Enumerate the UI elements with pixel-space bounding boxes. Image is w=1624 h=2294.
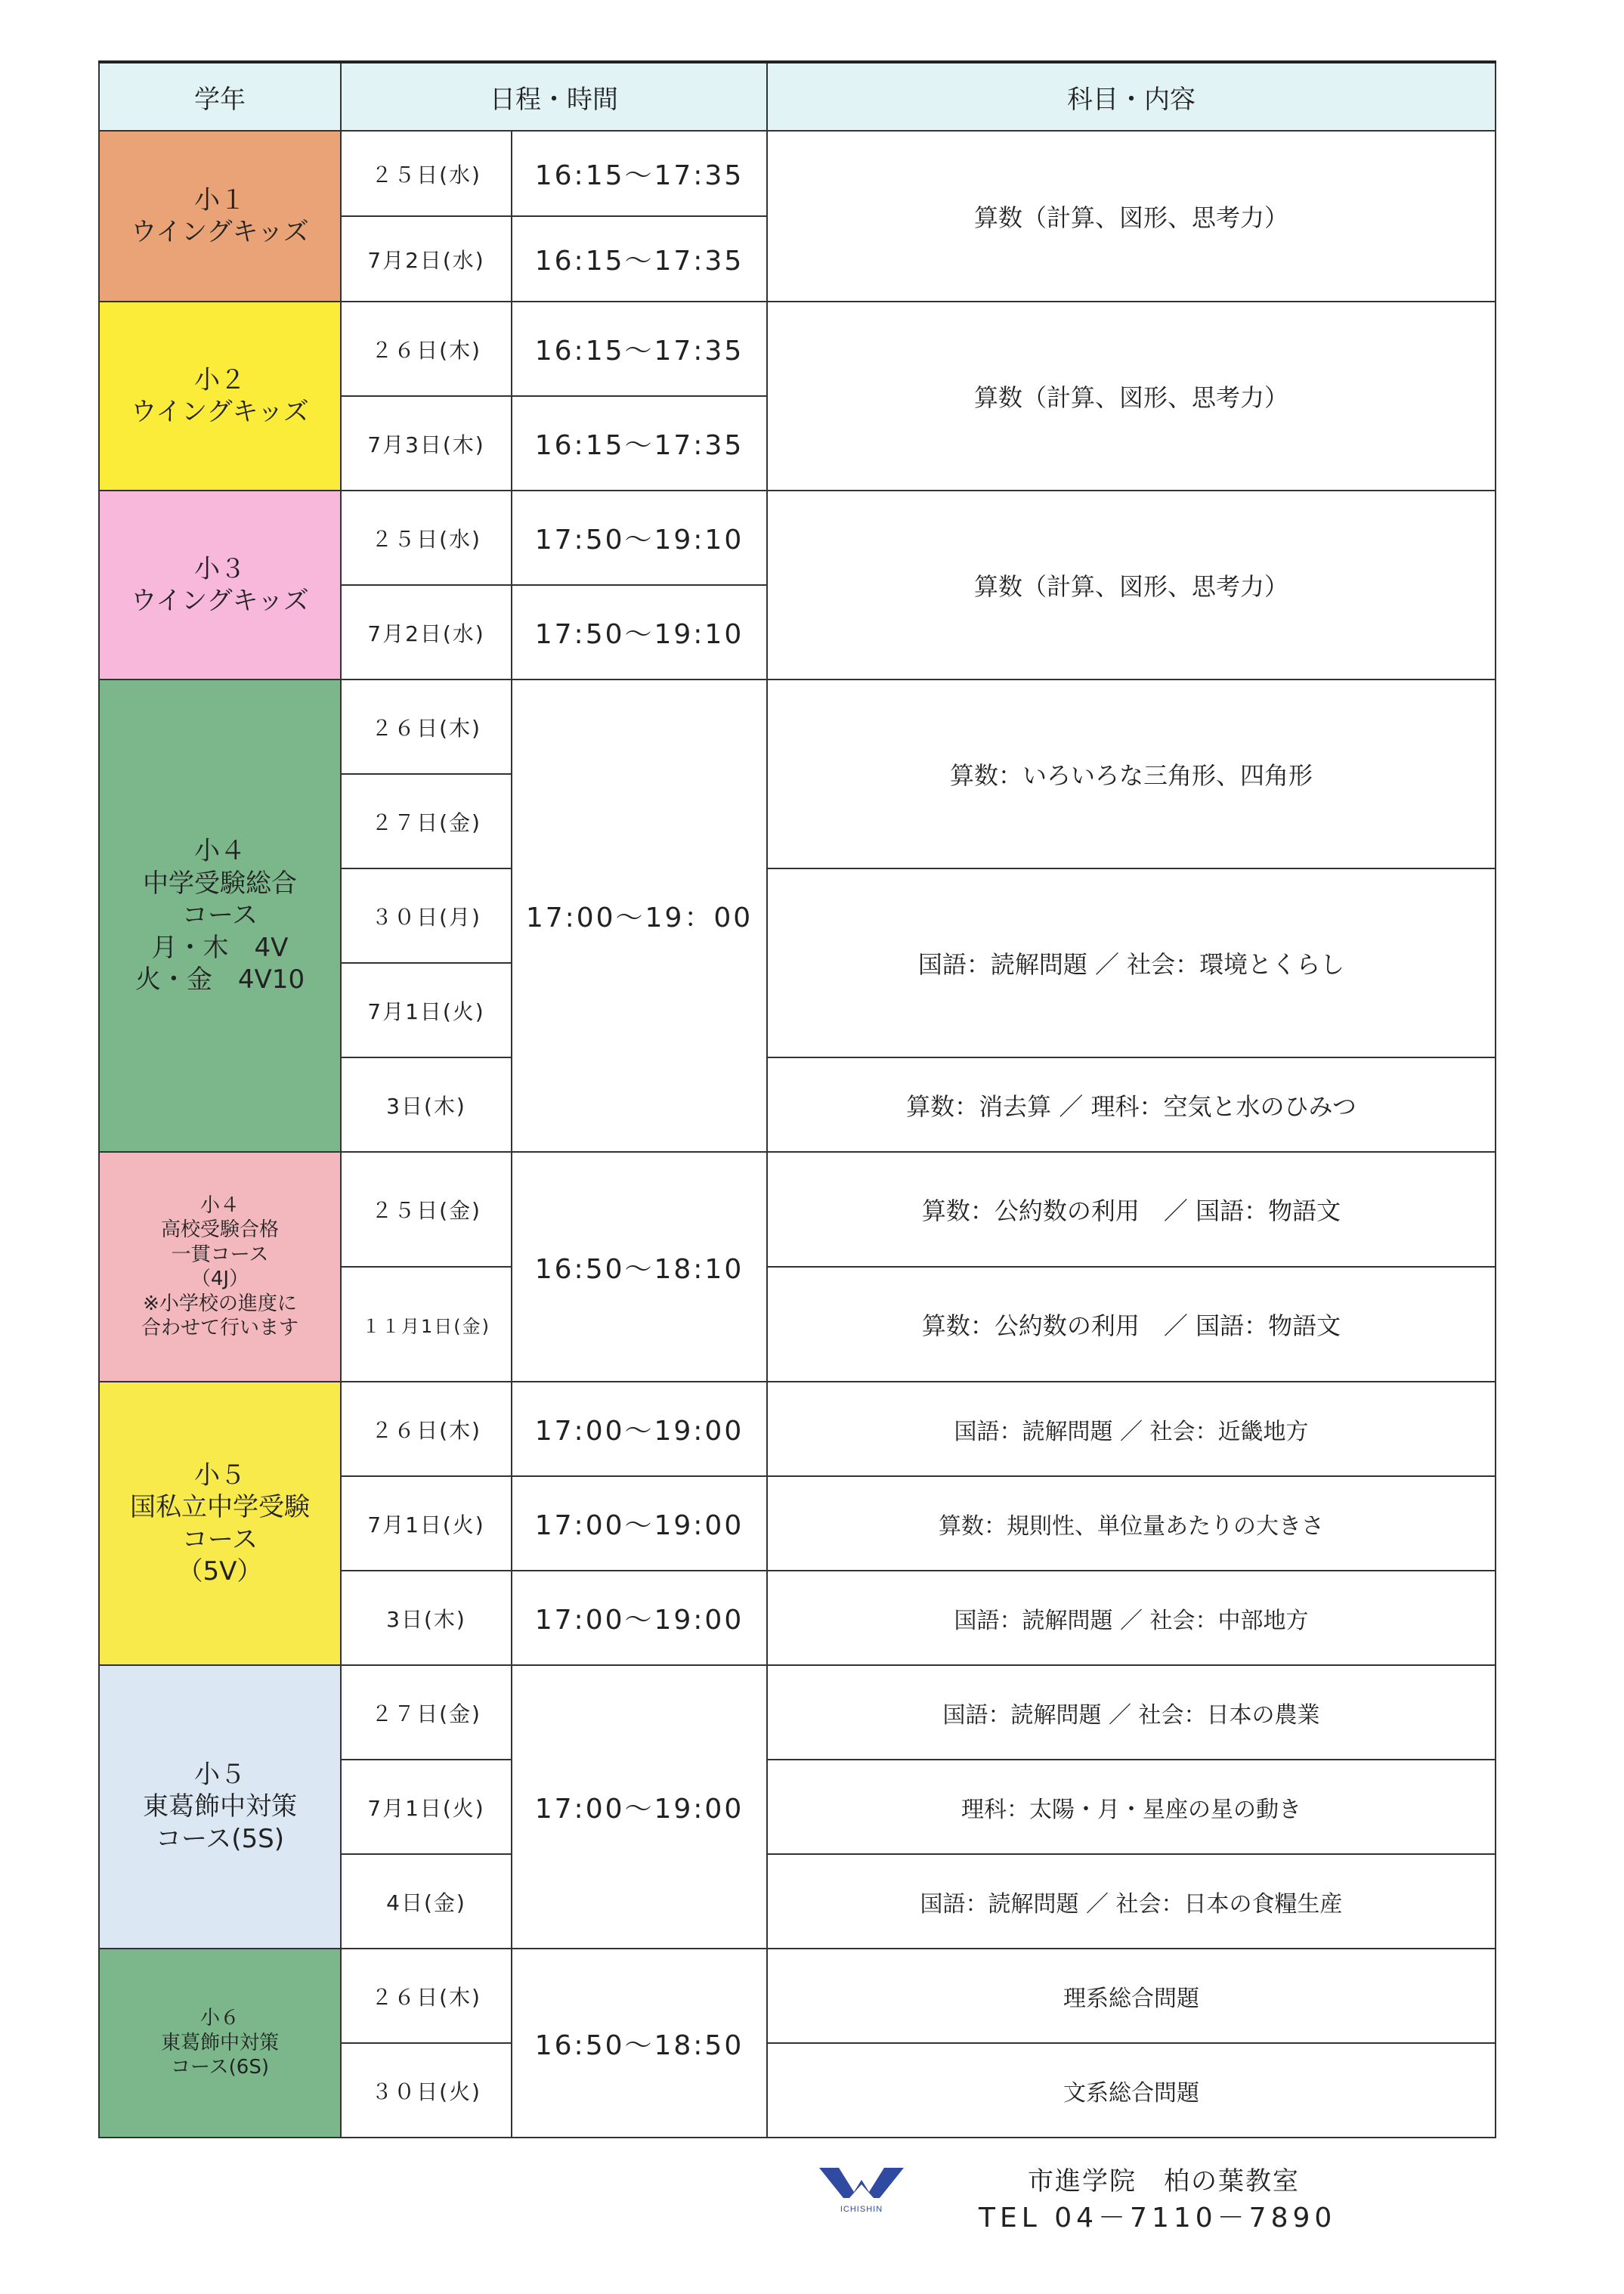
time-cell: 16:15～17:35 — [512, 216, 767, 302]
date-cell: 7月1日(火) — [341, 963, 512, 1057]
content-cell: 文系総合問題 — [767, 2043, 1496, 2138]
date-cell: ２７日(金) — [341, 774, 512, 868]
date-cell: ２６日(木) — [341, 1949, 512, 2043]
date-cell: 7月2日(水) — [341, 216, 512, 302]
date-cell: 7月1日(火) — [341, 1760, 512, 1854]
date-cell: ２５日(水) — [341, 131, 512, 216]
content-cell: 国語：読解問題 ／ 社会：日本の食糧生産 — [767, 1854, 1496, 1949]
date-cell: ２６日(木) — [341, 302, 512, 396]
content-cell: 国語：読解問題 ／ 社会：環境とくらし — [767, 868, 1496, 1057]
date-cell: 3日(木) — [341, 1571, 512, 1665]
date-cell: 7月2日(水) — [341, 585, 512, 680]
grade-cell-g2: 小２ ウイングキッズ — [99, 302, 341, 491]
date-cell: 7月1日(火) — [341, 1476, 512, 1571]
grade-cell-g5s: 小５ 東葛飾中対策 コース(5S) — [99, 1665, 341, 1949]
content-cell: 算数：規則性、単位量あたりの大きさ — [767, 1476, 1496, 1571]
time-cell: 17:00～19:00 — [512, 1571, 767, 1665]
time-cell: 17:00～19：00 — [512, 680, 767, 1152]
header-schedule: 日程・時間 — [341, 62, 767, 131]
content-cell: 算数：消去算 ／ 理科：空気と水のひみつ — [767, 1057, 1496, 1152]
content-cell: 理系総合問題 — [767, 1949, 1496, 2043]
time-cell: 16:50～18:10 — [512, 1152, 767, 1382]
time-cell: 17:00～19:00 — [512, 1382, 767, 1476]
content-cell: 算数：公約数の利用 ／ 国語：物語文 — [767, 1267, 1496, 1382]
date-cell: ２６日(木) — [341, 680, 512, 774]
ichishin-logo — [816, 2163, 907, 2216]
time-cell: 17:00～19:00 — [512, 1476, 767, 1571]
date-cell: ２５日(水) — [341, 491, 512, 585]
time-cell: 16:15～17:35 — [512, 302, 767, 396]
date-cell: 3日(木) — [341, 1057, 512, 1152]
time-cell: 16:50～18:50 — [512, 1949, 767, 2138]
grade-cell-g5: 小５ 国私立中学受験 コース （5V） — [99, 1382, 341, 1665]
date-cell: 7月3日(木) — [341, 396, 512, 491]
school-tel: TEL 04－7110－7890 — [979, 2203, 1337, 2234]
content-cell: 国語：読解問題 ／ 社会：日本の農業 — [767, 1665, 1496, 1760]
time-cell: 17:00～19:00 — [512, 1665, 767, 1949]
date-cell: ２６日(木) — [341, 1382, 512, 1476]
date-cell: ２５日(金) — [341, 1152, 512, 1267]
grade-cell-g3: 小３ ウイングキッズ — [99, 491, 341, 680]
date-cell: ２７日(金) — [341, 1665, 512, 1760]
grade-cell-g1: 小１ ウイングキッズ — [99, 131, 341, 302]
header-grade: 学年 — [99, 62, 341, 131]
date-cell: 4日(金) — [341, 1854, 512, 1949]
time-cell: 16:15～17:35 — [512, 131, 767, 216]
logo-text: ICHISHIN — [840, 2205, 883, 2214]
content-cell: 算数：公約数の利用 ／ 国語：物語文 — [767, 1152, 1496, 1267]
content-cell: 国語：読解問題 ／ 社会：近畿地方 — [767, 1382, 1496, 1476]
content-cell: 理科：太陽・月・星座の星の動き — [767, 1760, 1496, 1854]
ichishin-logo-mark — [816, 2163, 907, 2216]
date-cell: １１月1日(金) — [341, 1267, 512, 1382]
content-cell: 算数（計算、図形、思考力） — [767, 131, 1496, 302]
schedule-table — [98, 60, 1496, 2138]
date-cell: ３０日(月) — [341, 868, 512, 963]
date-cell: ３０日(火) — [341, 2043, 512, 2138]
grade-cell-g6: 小６ 東葛飾中対策 コース(6S) — [99, 1949, 341, 2138]
content-cell: 算数（計算、図形、思考力） — [767, 491, 1496, 680]
content-cell: 算数（計算、図形、思考力） — [767, 302, 1496, 491]
school-name: 市進学院 柏の葉教室 — [1028, 2166, 1300, 2196]
grade-cell-g4: 小４ 中学受験総合 コース 月・木 4V 火・金 4V10 — [99, 680, 341, 1152]
content-cell: 算数：いろいろな三角形、四角形 — [767, 680, 1496, 868]
time-cell: 17:50～19:10 — [512, 491, 767, 585]
grade-cell-g4j: 小４ 高校受験合格 一貫コース （4J） ※小学校の進度に 合わせて行います — [99, 1152, 341, 1382]
content-cell: 国語：読解問題 ／ 社会：中部地方 — [767, 1571, 1496, 1665]
time-cell: 16:15～17:35 — [512, 396, 767, 491]
time-cell: 17:50～19:10 — [512, 585, 767, 680]
header-content: 科目・内容 — [767, 62, 1496, 131]
